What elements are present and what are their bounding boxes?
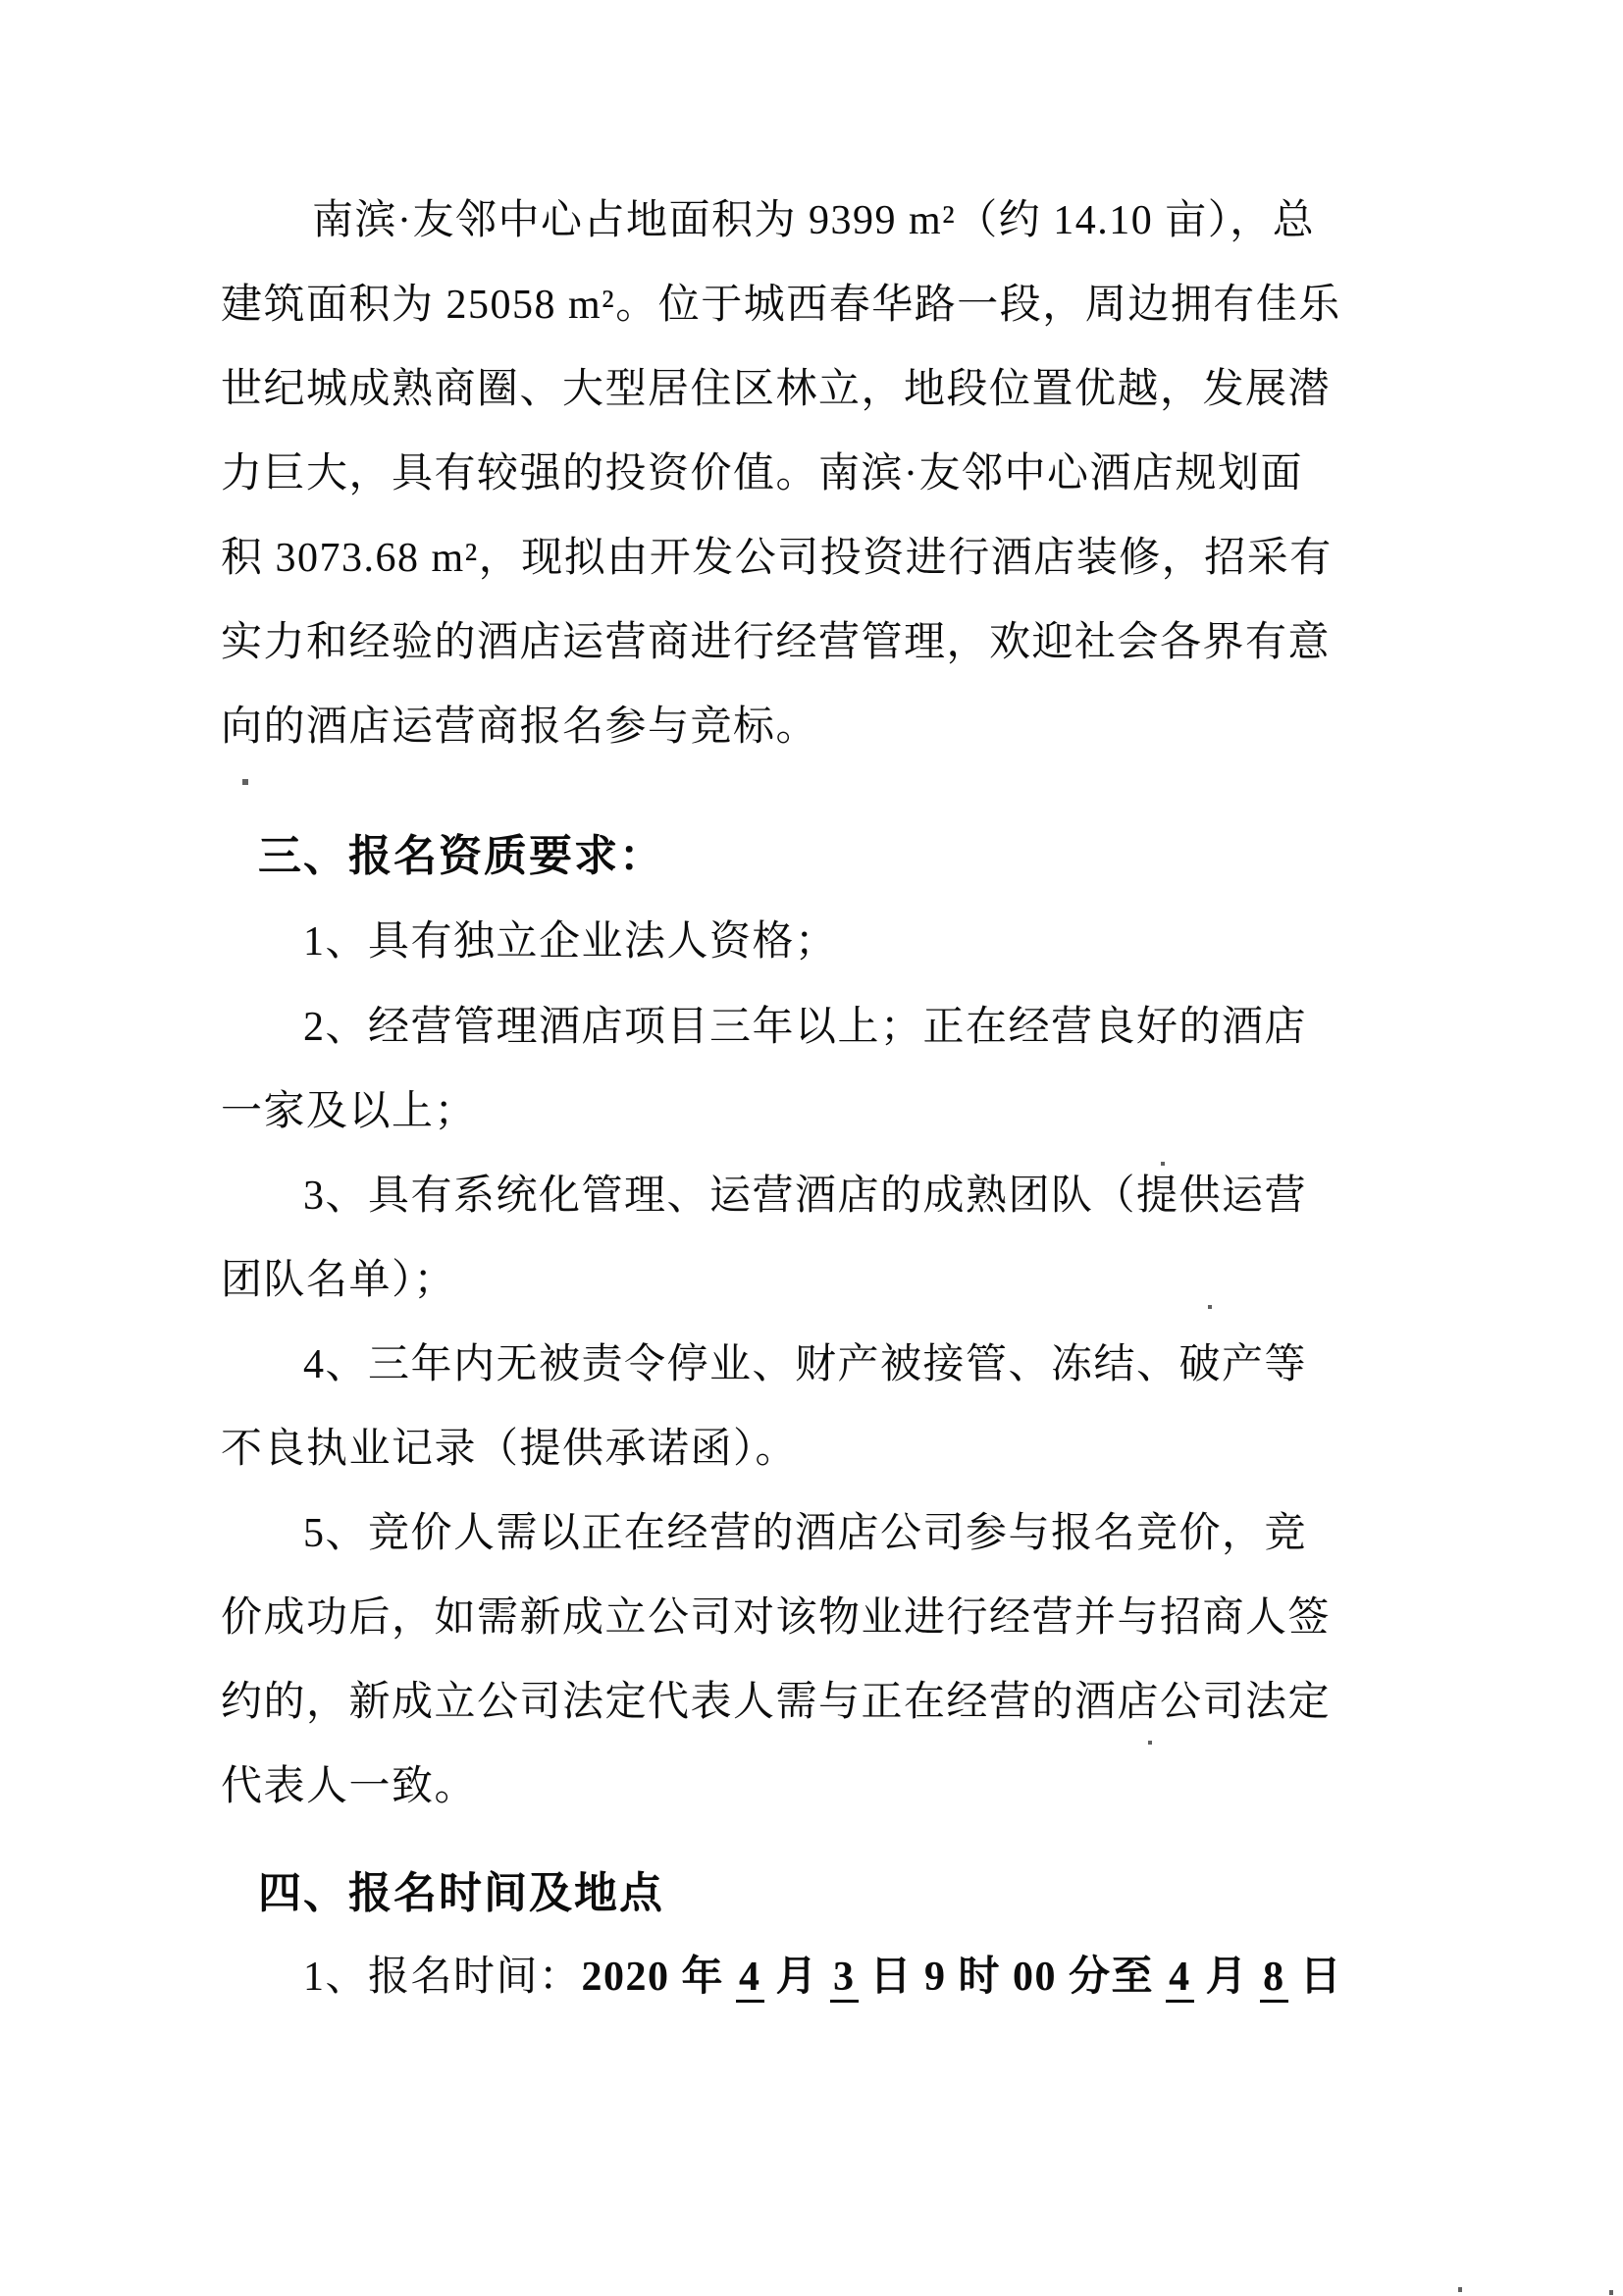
scan-speck <box>242 779 248 785</box>
item-line: 3、具有系统化管理、运营酒店的成熟团队（提供运营 <box>303 1174 1308 1219</box>
underlined-month-digit: 4 <box>1166 1955 1194 2003</box>
item-line: 4、三年内无被责令停业、财产被接管、冻结、破产等 <box>303 1342 1308 1387</box>
section4-heading: 四、报名时间及地点 <box>258 1869 664 1917</box>
underlined-month-digit: 4 <box>736 1955 764 2003</box>
registration-time-date <box>582 1955 1343 2003</box>
intro-line: 积 3073.68 m²，现拟由开发公司投资进行酒店装修，招采有 <box>221 536 1333 581</box>
item-line: 2、经营管理酒店项目三年以上；正在经营良好的酒店 <box>303 1005 1308 1050</box>
scan-speck <box>1609 2290 1613 2295</box>
item-line: 一家及以上； <box>221 1089 478 1134</box>
scan-speck <box>1148 1741 1152 1745</box>
intro-line: 建筑面积为 25058 m²。位于城西春华路一段，周边拥有佳乐 <box>221 283 1341 328</box>
intro-line: 实力和经验的酒店运营商进行经营管理，欢迎社会各界有意 <box>221 620 1332 665</box>
scan-speck <box>1458 2287 1462 2292</box>
registration-time-prefix: 1、报名时间： <box>303 1955 582 2000</box>
item-line: 代表人一致。 <box>221 1764 478 1809</box>
registration-time-line <box>303 1957 1342 1998</box>
item-line: 团队名单）； <box>221 1258 457 1303</box>
underlined-day-digit: 3 <box>830 1955 859 2003</box>
scan-speck <box>1161 1162 1165 1166</box>
item-line: 约的，新成立公司法定代表人需与正在经营的酒店公司法定 <box>221 1680 1332 1725</box>
intro-line: 南滨·友邻中心占地面积为 9399 m²（约 14.10 亩），总 <box>312 198 1316 243</box>
intro-line: 世纪城成熟商圈、大型居住区林立，地段位置优越，发展潜 <box>221 367 1332 412</box>
date-segment: 2020 年 <box>581 1955 737 2000</box>
intro-line: 力巨大，具有较强的投资价值。南滨·友邻中心酒店规划面 <box>221 451 1303 496</box>
item-line: 5、竞价人需以正在经营的酒店公司参与报名竞价，竞 <box>303 1511 1308 1556</box>
date-segment: 月 <box>763 1955 831 2000</box>
item-line: 价成功后，如需新成立公司对该物业进行经营并与招商人签 <box>221 1595 1332 1641</box>
item-line: 不良执业记录（提供承诺函）。 <box>221 1427 799 1472</box>
scan-speck <box>1208 1305 1212 1309</box>
section3-heading: 三、报名资质要求： <box>258 832 664 880</box>
underlined-day-digit: 8 <box>1260 1955 1288 2003</box>
date-segment: 日 9 时 00 分至 <box>858 1955 1167 2000</box>
item-line: 1、具有独立企业法人资格； <box>303 919 838 965</box>
date-segment: 月 <box>1193 1955 1261 2000</box>
date-segment: 日 <box>1287 1955 1343 2000</box>
intro-line: 向的酒店运营商报名参与竞标。 <box>221 704 819 750</box>
